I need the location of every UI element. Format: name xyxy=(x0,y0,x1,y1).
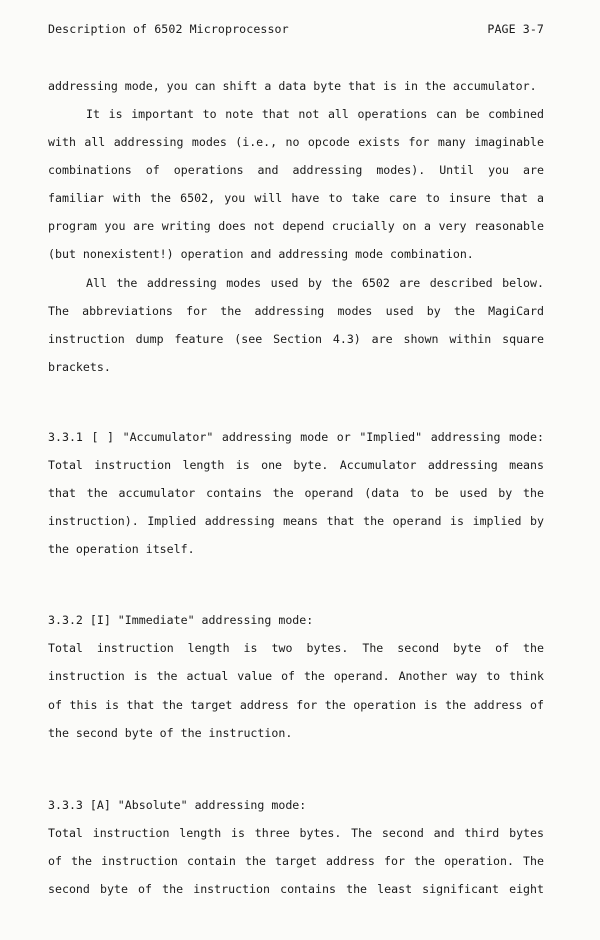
text-line: combinations of operations and addressing modes). Until you are xyxy=(48,163,544,177)
text-line: instruction dump feature (see Section 4.3) are shown within square xyxy=(48,332,544,346)
text-line: of this is that the target address for the operation is the address of xyxy=(48,698,544,712)
text-line: Total instruction length is one byte. Accumulator addressing means xyxy=(48,458,544,472)
section-heading-3-3-3: 3.3.3 [A] "Absolute" addressing mode: xyxy=(48,798,307,812)
header-title: Description of 6502 Microprocessor xyxy=(48,22,289,36)
page-header xyxy=(48,22,544,36)
text-line: addressing mode, you can shift a data byte that is in the accumulator. xyxy=(48,79,537,93)
text-line: program you are writing does not depend crucially on a very reasonable xyxy=(48,219,544,233)
text-line: Total instruction length is two bytes. The second byte of the xyxy=(48,641,544,655)
section-heading-3-3-2: 3.3.2 [I] "Immediate" addressing mode: xyxy=(48,613,314,627)
text-line: All the addressing modes used by the 6502 are described below. xyxy=(86,276,544,290)
text-line: that the accumulator contains the operand (data to be used by the xyxy=(48,486,544,500)
text-line: Total instruction length is three bytes. The second and third bytes xyxy=(48,826,544,840)
text-line: It is important to note that not all operations can be combined xyxy=(86,107,544,121)
text-line: The abbreviations for the addressing modes used by the MagiCard xyxy=(48,304,544,318)
text-line: the second byte of the instruction. xyxy=(48,726,293,740)
text-line: the operation itself. xyxy=(48,542,195,556)
text-line: second byte of the instruction contains the least significant eight xyxy=(48,882,544,896)
section-heading-3-3-1: 3.3.1 [ ] "Accumulator" addressing mode or "Implied" addressing mode: xyxy=(48,430,544,444)
text-line: familiar with the 6502, you will have to take care to insure that a xyxy=(48,191,544,205)
text-line: instruction). Implied addressing means that the operand is implied by xyxy=(48,514,544,528)
text-line: brackets. xyxy=(48,360,111,374)
page-number: PAGE 3-7 xyxy=(487,22,544,36)
text-line: of the instruction contain the target address for the operation. The xyxy=(48,854,544,868)
text-line: (but nonexistent!) operation and addressing mode combination. xyxy=(48,247,474,261)
text-line: with all addressing modes (i.e., no opcode exists for many imaginable xyxy=(48,135,544,149)
text-line: instruction is the actual value of the operand. Another way to think xyxy=(48,669,544,683)
